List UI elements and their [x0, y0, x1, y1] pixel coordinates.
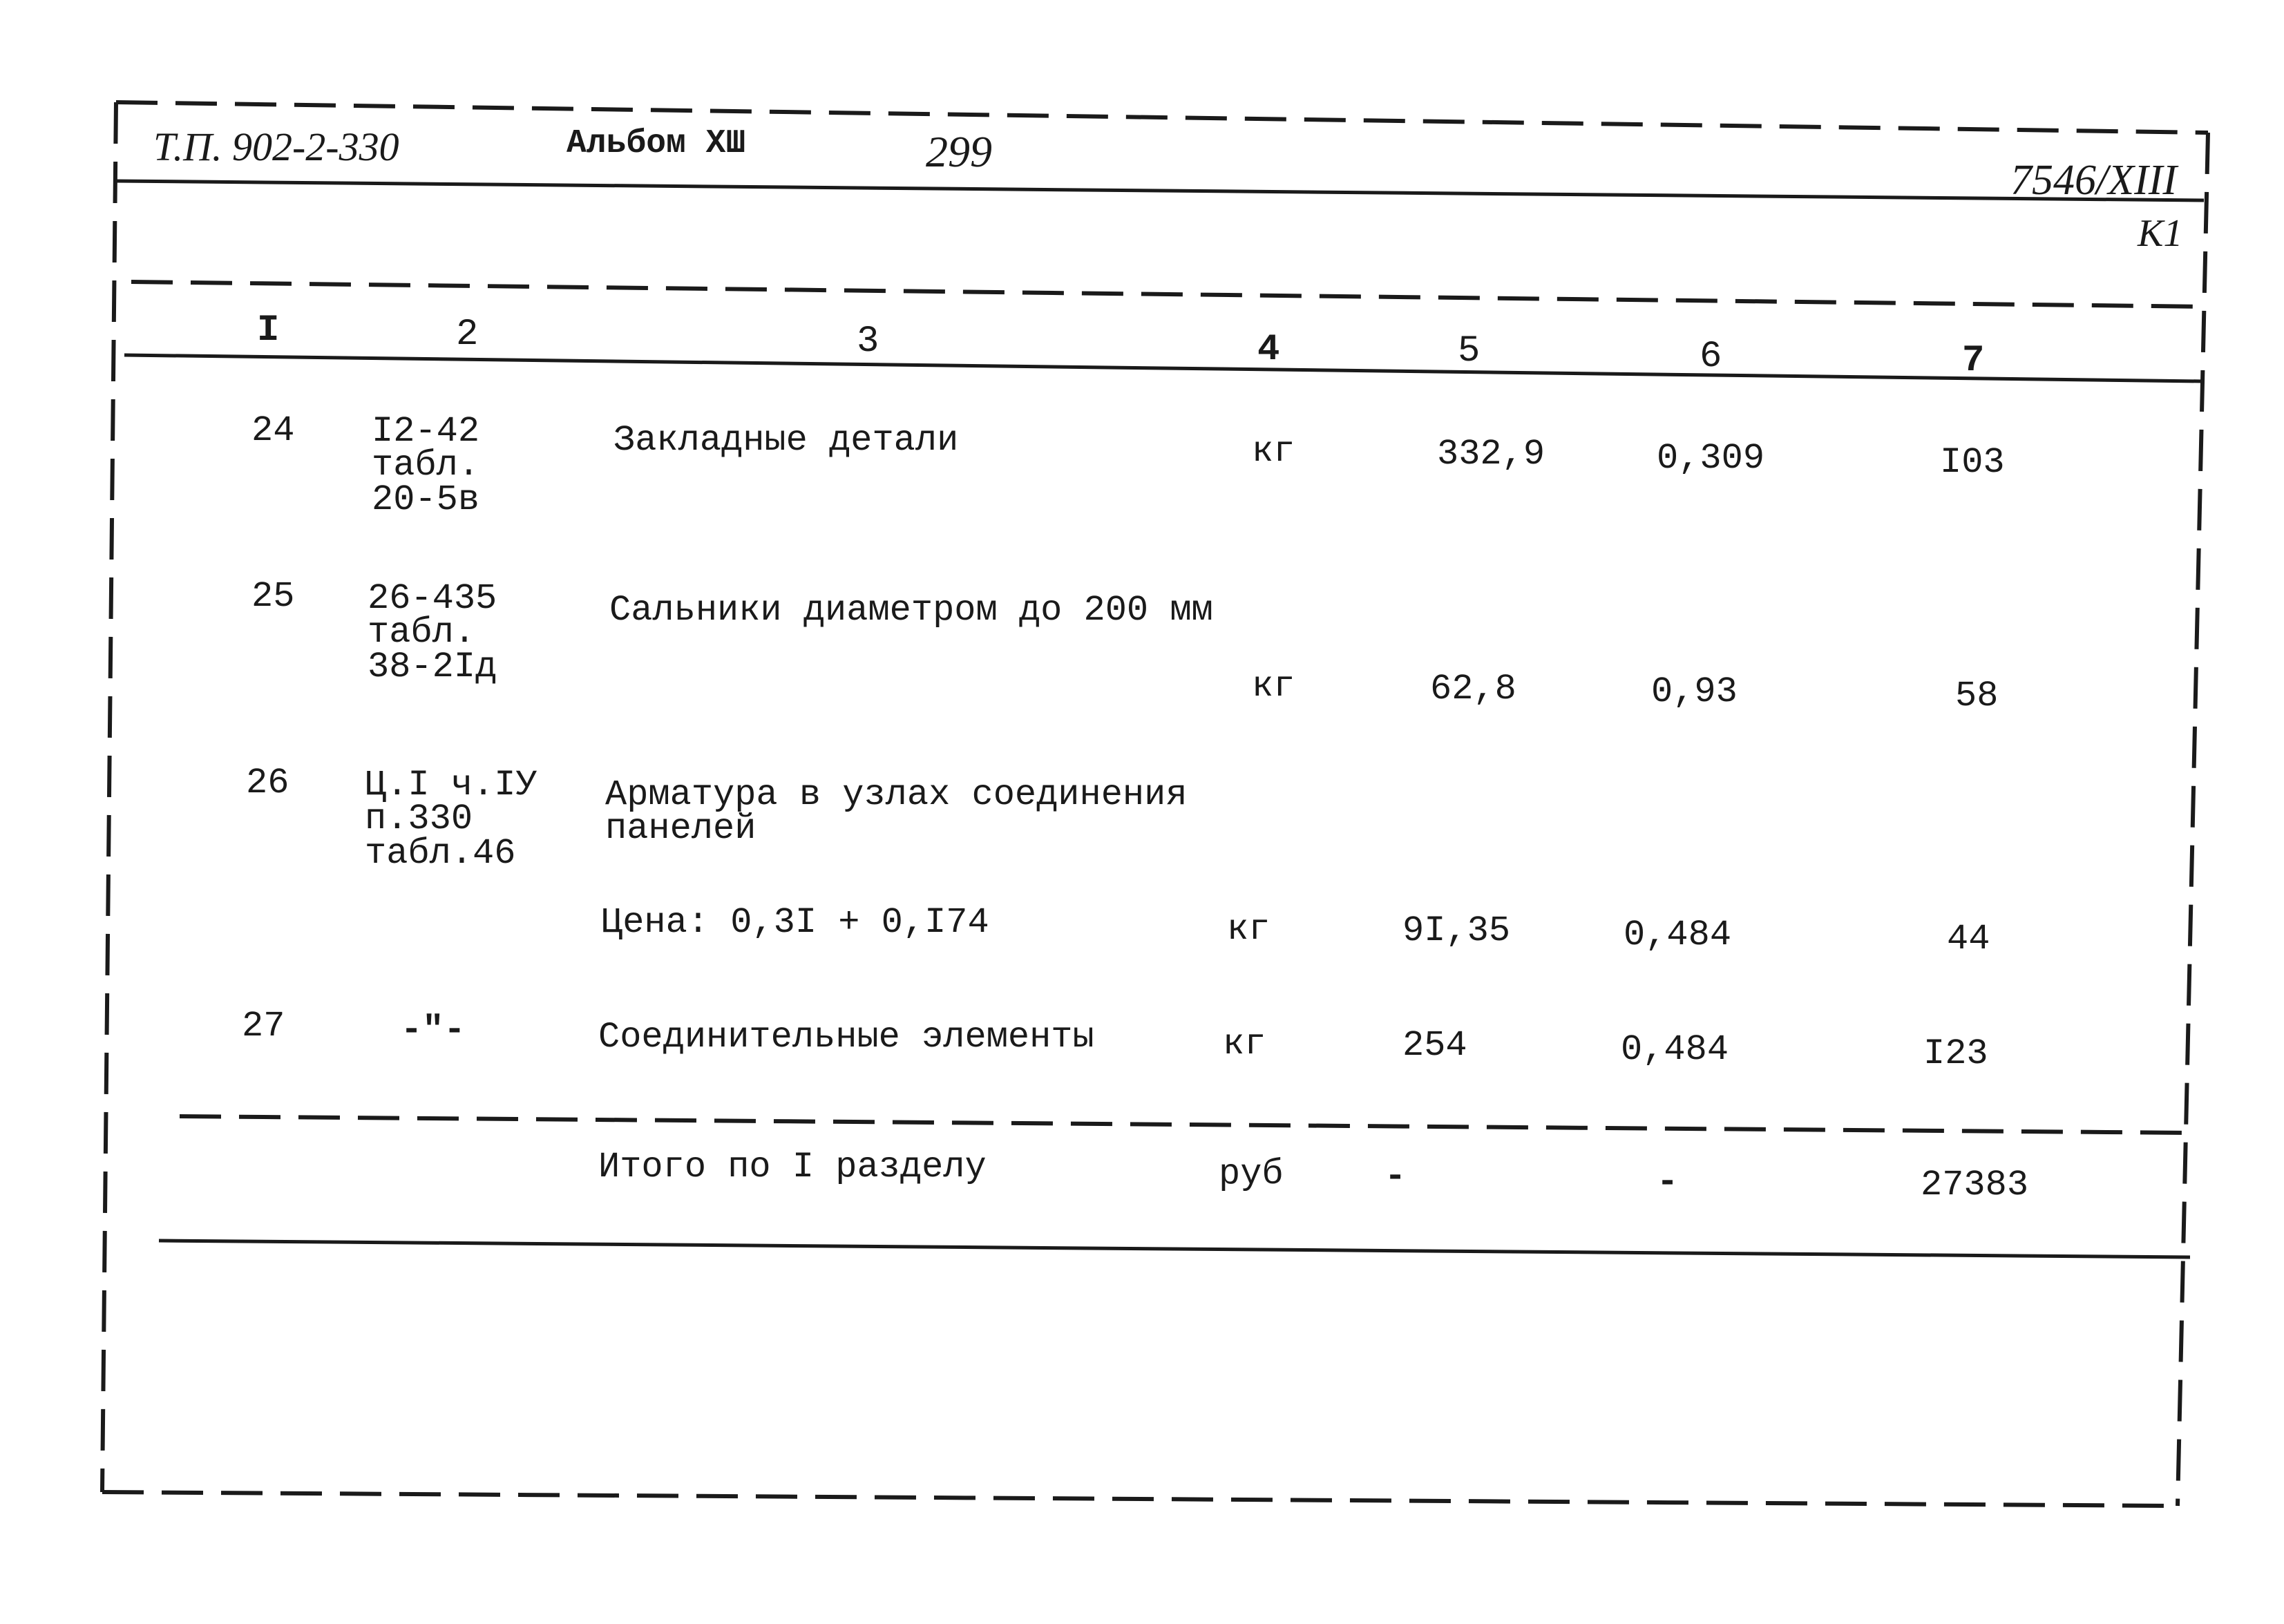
column-header-2: 2: [456, 314, 479, 356]
row-24-total: I03: [1940, 442, 2005, 483]
column-header-7: 7: [1962, 340, 1985, 382]
column-header-3: 3: [857, 321, 879, 363]
row-27-total: I23: [1923, 1033, 1988, 1074]
summary-price: -: [1657, 1162, 1679, 1203]
row-27-ref: -"-: [401, 1010, 466, 1051]
row-26-no: 26: [246, 763, 289, 803]
row-27-name: Соединительные элементы: [598, 1017, 1094, 1058]
row-24-unit: кг: [1252, 431, 1295, 472]
row-25-price: 0,93: [1651, 671, 1738, 712]
column-header-6: 6: [1700, 336, 1722, 378]
stamp-mark: K1: [2138, 212, 2183, 255]
page-number: 299: [926, 127, 992, 176]
row-25-ref: 26-435 табл. 38-2Iд: [368, 578, 497, 687]
row-26-price-formula: Цена: 0,3I + 0,I74: [601, 902, 989, 943]
row-26-unit: кг: [1227, 909, 1271, 950]
row-26-total: 44: [1947, 919, 1990, 959]
project-code: Т.П. 902-2-330: [153, 124, 399, 169]
summary-label: Итого по I разделу: [598, 1147, 987, 1187]
row-26-ref: Ц.I ч.IУ п.330 табл.46: [365, 765, 537, 874]
row-24-qty: 332,9: [1437, 434, 1545, 475]
row-25-total: 58: [1955, 676, 1999, 716]
summary-unit: руб: [1219, 1154, 1284, 1194]
summary-total: 27383: [1921, 1165, 2029, 1205]
column-header-5: 5: [1458, 330, 1481, 372]
row-24-name: Закладные детали: [613, 420, 959, 461]
row-25-name: Сальники диаметром до 200 мм: [609, 590, 1213, 631]
row-26-qty: 9I,35: [1402, 910, 1511, 951]
row-25-no: 25: [251, 576, 295, 617]
row-24-no: 24: [251, 410, 295, 451]
stamp-code: 7546/XIII: [2010, 157, 2178, 204]
row-24-price: 0,309: [1657, 438, 1765, 479]
row-26-price: 0,484: [1624, 915, 1732, 955]
summary-qty: -: [1384, 1156, 1407, 1197]
column-header-1: I: [257, 309, 280, 352]
row-26-name: Арматура в узлах соединения панелей: [605, 774, 1188, 850]
row-25-unit: кг: [1252, 666, 1295, 707]
row-27-price: 0,484: [1621, 1029, 1729, 1070]
row-27-unit: кг: [1223, 1024, 1266, 1064]
row-27-no: 27: [242, 1006, 285, 1047]
row-24-ref: I2-42 табл. 20-5в: [372, 411, 480, 520]
column-header-4: 4: [1257, 329, 1280, 371]
album-label: Альбом ХШ: [567, 125, 746, 162]
row-25-qty: 62,8: [1430, 669, 1516, 709]
row-27-qty: 254: [1402, 1025, 1467, 1066]
